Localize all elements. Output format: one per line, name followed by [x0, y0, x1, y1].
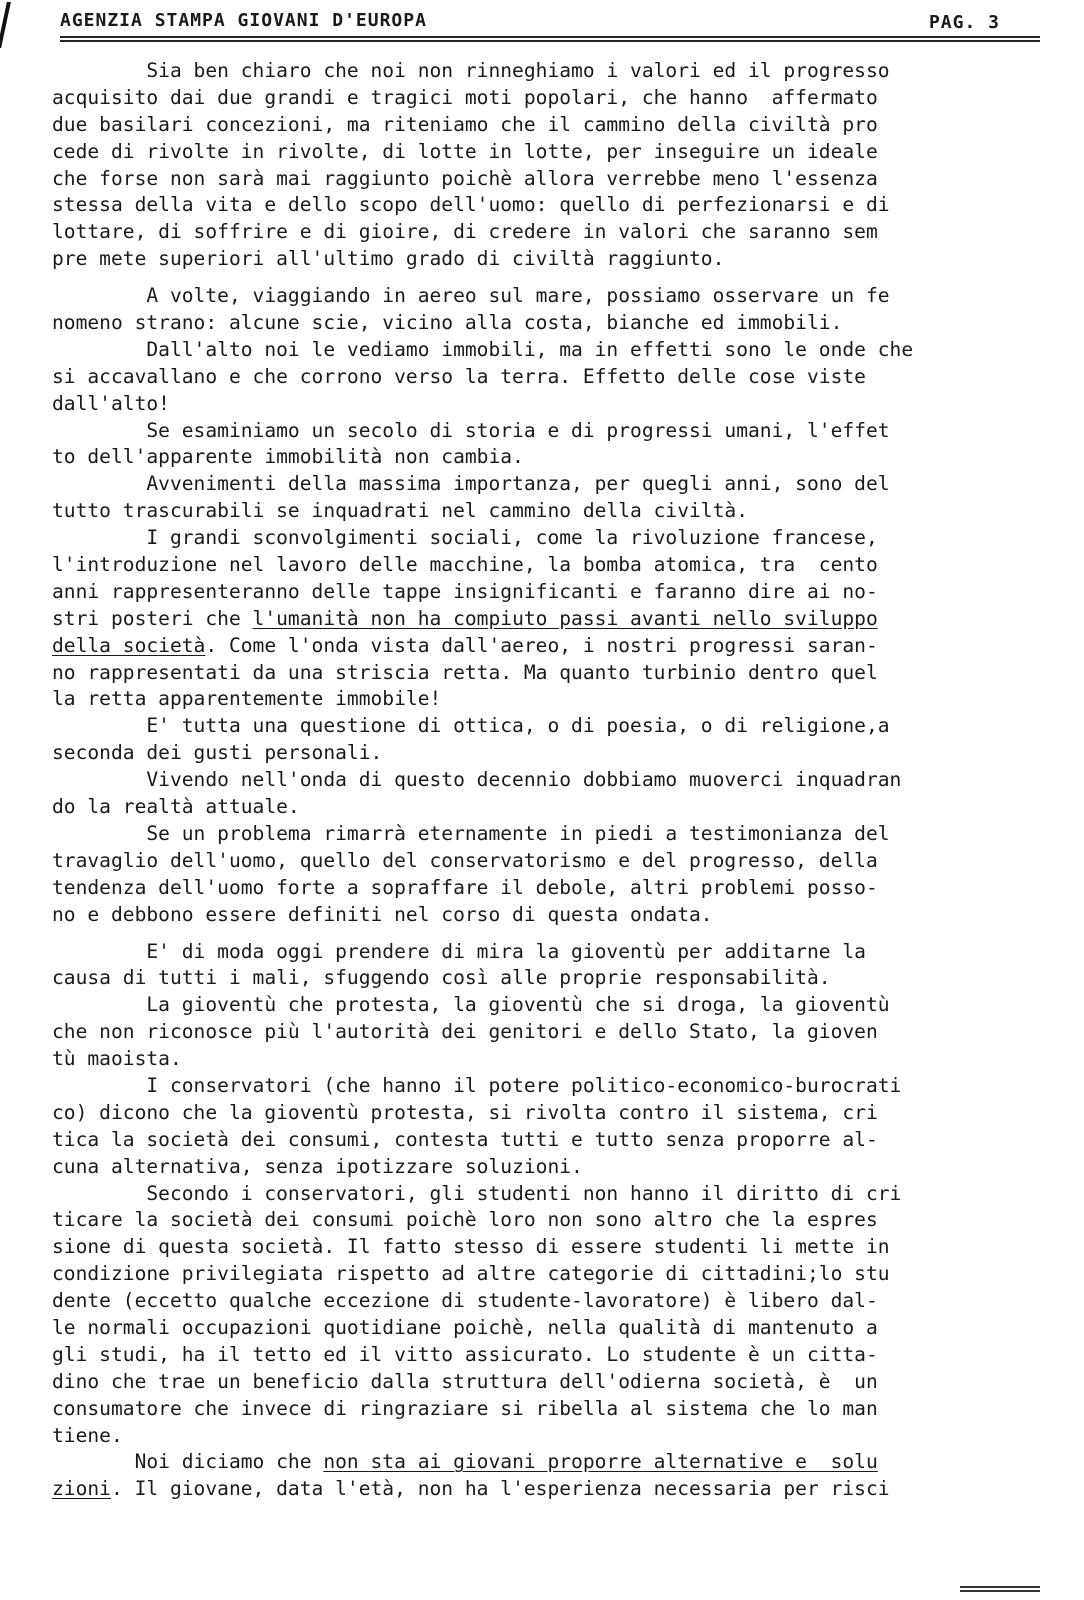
- text-line: Sia ben chiaro che noi non rinneghiamo i valori ed il progresso: [52, 59, 890, 82]
- text-line: ticare la società dei consumi poichè loro non sono altro che la espres: [52, 1208, 878, 1232]
- footer-double-rule: [960, 1586, 1040, 1592]
- text-line: cuna alternativa, senza ipotizzare soluzioni.: [52, 1154, 583, 1178]
- text-line: no e debbono essere definiti nel corso di questa ondata.: [52, 902, 713, 926]
- text-line: I conservatori (che hanno il potere politico-economico-burocrati: [52, 1073, 902, 1097]
- text-line: due basilari concezioni, ma riteniamo che il cammino della civiltà pro: [52, 112, 878, 136]
- paragraph-3: [52, 939, 1037, 1450]
- text-line: Secondo i conservatori, gli studenti non hanno il diritto di cri: [52, 1181, 902, 1205]
- text-line: travaglio dell'uomo, quello del conservatorismo e del progresso, della: [52, 848, 878, 872]
- header-double-rule: [60, 36, 1040, 42]
- paragraph-2-continued: [52, 660, 1037, 929]
- text-line: Se esaminiamo un secolo di storia e di progressi umani, l'effet: [52, 418, 890, 442]
- text-line: pre mete superiori all'ultimo grado di civiltà raggiunto.: [52, 247, 725, 271]
- text-span: stri posteri che: [52, 606, 253, 630]
- underlined-phrase: della società: [52, 633, 206, 657]
- text-line: Se un problema rimarrà eternamente in piedi a testimonianza del: [52, 821, 890, 845]
- text-line: [52, 1449, 1037, 1476]
- underlined-phrase: l'umanità non ha compiuto passi avanti nello sviluppo: [252, 606, 878, 630]
- page-number: PAG. 3: [928, 12, 1000, 33]
- text-line: A volte, viaggiando in aereo sul mare, possiamo osservare un fe: [52, 284, 890, 308]
- text-line: E' tutta una questione di ottica, o di poesia, o di religione,a: [52, 714, 890, 738]
- text-line: Avvenimenti della massima importanza, per quegli anni, sono del: [52, 472, 890, 496]
- text-line: tiene.: [52, 1423, 123, 1447]
- text-line: tendenza dell'uomo forte a sopraffare il debole, altri problemi posso-: [52, 875, 878, 899]
- text-line: [52, 1476, 1037, 1503]
- text-line: condizione privilegiata rispetto ad altre categorie di cittadini;lo stu: [52, 1262, 890, 1286]
- page-header: [60, 6, 1040, 40]
- text-span: . Il giovane, data l'età, non ha l'esperienza necessaria per risci: [110, 1477, 890, 1501]
- text-line: dino che trae un beneficio dalla struttura dell'odierna società, è un: [52, 1369, 878, 1393]
- text-line: le normali occupazioni quotidiane poichè, nella qualità di mantenuto a: [52, 1315, 878, 1339]
- text-line: dente (eccetto qualche eccezione di studente-lavoratore) è libero dal-: [52, 1289, 878, 1313]
- text-line: lottare, di soffrire e di gioire, di credere in valori che saranno sem: [52, 220, 878, 244]
- text-line: si accavallano e che corrono verso la terra. Effetto delle cose viste: [52, 364, 866, 388]
- text-line: tica la società dei consumi, contesta tutti e tutto senza proporre al-: [52, 1127, 878, 1151]
- text-line: seconda dei gusti personali.: [52, 741, 383, 765]
- underlined-phrase: zioni: [52, 1477, 111, 1501]
- underlined-phrase: non sta ai giovani proporre alternative e solu: [323, 1450, 878, 1474]
- text-span: Noi diciamo che: [52, 1450, 324, 1474]
- text-line: co) dicono che la gioventù protesta, si rivolta contro il sistema, cri: [52, 1100, 878, 1124]
- text-line: Dall'alto noi le vediamo immobili, ma in effetti sono le onde che: [52, 337, 914, 361]
- text-line: do la realtà attuale.: [52, 795, 300, 819]
- text-line: tù maoista.: [52, 1047, 182, 1071]
- agency-title: AGENZIA STAMPA GIOVANI D'EUROPA: [60, 10, 427, 31]
- text-line: cede di rivolte in rivolte, di lotte in lotte, per inseguire un ideale: [52, 139, 878, 163]
- article-body: [52, 58, 1037, 1503]
- text-line: E' di moda oggi prendere di mira la gioventù per additarne la: [52, 939, 866, 963]
- text-span: . Come l'onda vista dall'aereo, i nostri progressi saran-: [205, 633, 878, 657]
- text-line: nomeno strano: alcune scie, vicino alla costa, bianche ed immobili.: [52, 311, 843, 335]
- text-line: La gioventù che protesta, la gioventù che si droga, la gioventù: [52, 993, 890, 1017]
- paragraph-2: [52, 283, 1037, 633]
- paragraph-1: [52, 58, 1037, 273]
- text-line: l'introduzione nel lavoro delle macchine, la bomba atomica, tra cento: [52, 553, 878, 577]
- text-line: stessa della vita e dello scopo dell'uomo: quello di perfezionarsi e di: [52, 193, 890, 217]
- text-line: tutto trascurabili se inquadrati nel cammino della civiltà.: [52, 499, 748, 523]
- text-line: acquisito dai due grandi e tragici moti popolari, che hanno affermato: [52, 85, 878, 109]
- text-line: che non riconosce più l'autorità dei genitori e dello Stato, la gioven: [52, 1020, 878, 1044]
- text-line: no rappresentati da una striscia retta. Ma quanto turbinio dentro quel: [52, 660, 878, 684]
- text-line: la retta apparentemente immobile!: [52, 687, 442, 711]
- text-line: Vivendo nell'onda di questo decennio dobbiamo muoverci inquadran: [52, 768, 902, 792]
- text-line: [52, 633, 1037, 660]
- text-line: sione di questa società. Il fatto stesso di essere studenti li mette in: [52, 1235, 890, 1259]
- text-line: gli studi, ha il tetto ed il vitto assicurato. Lo studente è un citta-: [52, 1342, 878, 1366]
- text-line: I grandi sconvolgimenti sociali, come la rivoluzione francese,: [52, 526, 878, 550]
- text-line: to dell'apparente immobilità non cambia.: [52, 445, 524, 469]
- margin-ink-mark: [0, 2, 11, 48]
- text-line: causa di tutti i mali, sfuggendo così alle proprie responsabilità.: [52, 966, 831, 990]
- text-line: dall'alto!: [52, 391, 170, 415]
- text-line: consumatore che invece di ringraziare si ribella al sistema che lo man: [52, 1396, 878, 1420]
- text-line: anni rappresenteranno delle tappe insignificanti e faranno dire ai no-: [52, 579, 878, 603]
- text-line: che forse non sarà mai raggiunto poichè allora verrebbe meno l'essenza: [52, 166, 878, 190]
- text-line: [52, 606, 1037, 633]
